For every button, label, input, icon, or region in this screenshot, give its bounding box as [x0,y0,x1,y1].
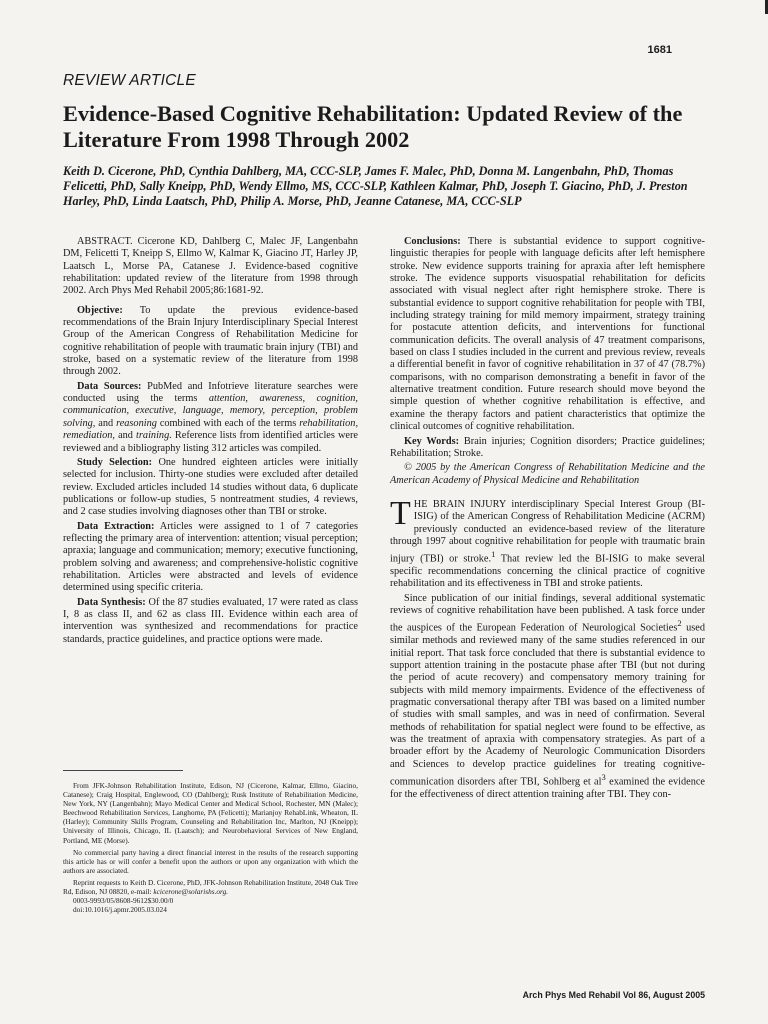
intro-p1-text-a: interdisciplinary Special Interest Group (BI-ISIG) of the American Congress of Rehabilitation Medicine (ACRM) previously conducted an evidence-based review of the literature through 1997 about cognitive rehabilitation for people with traumatic brain injury (TBI) or stroke. [390,498,706,565]
sources-terms-1: attention, awareness, cognition, communication, executive, language, memory, perception, problem solving, [63,393,359,429]
left-column [63,236,358,648]
footnote-doi: doi:10.1016/j.apmr.2005.03.024 [73,905,167,915]
intro-paragraph-1 [390,494,706,591]
footnote-divider [63,770,183,771]
sources-terms-4: training. [136,430,172,442]
extraction-label: Data Extraction: [77,520,155,532]
sources-text-b: and [98,417,114,429]
synthesis-label: Data Synthesis: [77,596,146,608]
footnotes [63,781,358,914]
intro-paragraph-2 [390,593,705,801]
running-footer: Arch Phys Med Rehabil Vol 86, August 2005 [522,990,705,1000]
reference-marker: 1 [491,549,496,560]
reprints-text: Reprint requests to Keith D. Cicerone, PhD, JFK-Johnson Rehabilitation Institute, 2048 Oak Tree Rd, Edison, NJ 08820, e-mail: [63,877,358,897]
footnote-conflict: No commercial party having a direct financial interest in the results of the research supporting this article has or will confer a benefit upon the authors or upon any organization with which the authors are associated. [63,847,358,875]
reference-marker: 2 [677,618,682,629]
right-column [390,236,705,803]
sources-text-a: PubMed and Infotrieve literature searches were conducted using the terms [63,380,358,405]
extraction-text: Articles were assigned to 1 of 7 categories reflecting the primary area of intervention: attention; visual perception; apraxia; language and communication; memory; executive functioning, problem solving and awareness; and comprehensive-holistic cognitive rehabilitation. Articles were abstracted and levels of evidence determined using specific criteria. [63,520,358,594]
intro-p2-text-c: examined the evidence for the effectiveness of direct attention training after TBI. They con- [390,776,705,800]
abstract-data-synthesis [63,597,358,646]
keywords-label: Key Words: [404,435,460,447]
intro-p1-text-b: That review led the BI-ISIG to make several specific recommendations concerning the clinical practice of cognitive rehabilitation and its effectiveness in TBI and stroke patients. [390,553,705,590]
sources-label: Data Sources: [77,380,142,392]
sources-text-c: combined with each of the terms [159,417,297,429]
abstract-conclusions [390,236,705,434]
drop-cap: T [390,494,411,532]
footnote-affiliations: From JFK-Johnson Rehabilitation Institute, Edison, NJ (Cicerone, Kalmar, Ellmo, Giacino, Catanese); Craig Hospital, Englewood, CO (Dahlberg); Rusk Institute of Rehabilitation Medicine, New York, NY (Langenbahn); Mayo Medical Center and Medical School, Rochester, MN (Malec); Beechwood Rehabilitation Services, Langhorne, PA (Felicetti); Marianjoy RehabLink, Wheaton, IL (Harley); Community Skills Program, Counseling and Rehabilitation Inc, Marlton, NJ (Kneipp); University of Illinois, Chicago, IL (Laatsch); and Neurobehavioral Services of New England, Portland, ME (Morse). [63,781,358,845]
abstract-study-selection [63,457,358,519]
selection-text: One hundred eighteen articles were initially selected for inclusion. Thirty-one studies were excluded after detailed review. Excluded articles included 14 studies without data, 6 duplicate publications or follow-up studies, 5 nontreatment studies, 4 reviews, and 2 case studies involving diagnoses other than TBI or stroke. [63,456,358,518]
author-list: Keith D. Cicerone, PhD, Cynthia Dahlberg, MA, CCC-SLP, James F. Malec, PhD, Donna M. Langenbahn, PhD, Thomas Felicetti, PhD, Sally Kneipp, PhD, Wendy Ellmo, MS, CCC-SLP, Kathleen Kalmar, PhD, Joseph T. Giacino, PhD, J. Preston Harley, PhD, Linda Laatsch, PhD, Philip A. Morse, PhD, Jeanne Catanese, MA, CCC-SLP [63,164,688,208]
footnote-reprints [63,878,358,896]
keywords-text: Brain injuries; Cognition disorders; Practice guidelines; Rehabilitation; Stroke. [390,435,706,459]
abstract-data-sources [63,381,358,455]
reprints-email: kcicerone@solarishs.org. [153,887,229,897]
intro-p2-text-b: used similar methods and reviewed many of the same studies referenced in our initial report. That task force concluded that there is substantial evidence to support attention training in the postacute phase after TBI (but not during the period of acute recovery) and compensatory memory training for subjects with mild memory impairments. Evidence of the effectiveness of pragmatic conversational therapy after TBI was based on a limited number of studies with small samples, and was in need of confirmation. Several methods of rehabilitation for spatial neglect were found to be effective, as was the treatment of apraxia with compensatory strategies. As part of a broader effort by the Academy of Neurologic Communication Disorders and Sciences to develop practice guidelines for treating cognitive-communication disorders after TBI, Sohlberg et al [390,622,705,788]
conclusions-text: There is substantial evidence to support cognitive-linguistic therapies for people with language deficits after left hemisphere stroke. New evidence supports training for apraxia after left hemisphere stroke. The evidence supports visuospatial rehabilitation for deficits associated with visual neglect after right hemisphere stroke. There is substantial evidence to support cognitive rehabilitation for people with TBI, including strategy training for mild memory impairment, strategy training for postacute attention deficits, and interventions for functional communication deficits. The overall analysis of 47 treatment comparisons, based on class I studies included in the current and previous review, reveals a differential benefit in favor of cognitive rehabilitation in 37 of 47 (78.7%) comparisons, with no comparison demonstrating a benefit in favor of the alternative treatment condition. Future research should move beyond the simple question of whether cognitive rehabilitation is effective, and examine the therapy factors and patient characteristics that optimize the clinical outcomes of cognitive rehabilitation. [390,236,705,433]
introduction [390,494,706,801]
sources-text-d: and [118,430,133,442]
page-number: 1681 [647,44,672,56]
sources-terms-3: rehabilitation, remediation, [63,417,359,442]
copyright-text: © 2005 by the American Congress of Rehabilitation Medicine and the American Academy of Physical Medicine and Rehabilitation [390,462,705,486]
objective-text: To update the previous evidence-based recommendations of the Brain Injury Interdisciplinary Special Interest Group of the American Congress of Rehabilitation Medicine for cognitive rehabilitation of people with traumatic brain injury (TBI) and stroke, based on a systematic review of the literature from 1998 through 2002. [63,304,358,378]
reference-marker: 3 [601,771,606,782]
intro-p2-text-a: Since publication of our initial findings, several additional systematic reviews of cognitive rehabilitation have been published. A task force under the auspices of the European Federation of Neurological Societies [390,592,705,634]
synthesis-text: Of the 87 studies evaluated, 17 were rated as class I, 8 as class II, and 62 as class III. Evidence within each area of intervention was synthesized and recommendations for practice standards, practice guidelines, and practice options were made. [63,596,359,645]
sources-text-e: Reference lists from identified articles were reviewed and a bibliography listing 312 articles was compiled. [63,430,358,454]
abstract-objective [63,305,358,379]
copyright-notice [390,462,705,487]
article-title: Evidence-Based Cognitive Rehabilitation: Updated Review of the Literature From 1998 Through 2002 [63,101,683,152]
conclusions-label: Conclusions: [404,236,461,247]
intro-caps: HE BRAIN INJURY [413,498,506,510]
sources-terms-2: reasoning [116,417,157,429]
objective-label: Objective: [77,304,123,316]
footnote-issn: 0003-9993/05/8608-9612$30.00/0 [73,896,174,906]
section-label: REVIEW ARTICLE [63,72,196,89]
selection-label: Study Selection: [77,456,153,468]
abstract-citation: ABSTRACT. Cicerone KD, Dahlberg C, Malec JF, Langenbahn DM, Felicetti T, Kneipp S, Ellmo W, Kalmar K, Giacino JT, Harley JP, Laatsch L, Morse PA, Catanese J. Evidence-based cognitive rehabilitation: updated review of the literature from 1998 through 2002. Arch Phys Med Rehabil 2005;86:1681-92. [63,236,358,297]
abstract-data-extraction [63,521,358,595]
abstract-keywords [390,436,705,461]
